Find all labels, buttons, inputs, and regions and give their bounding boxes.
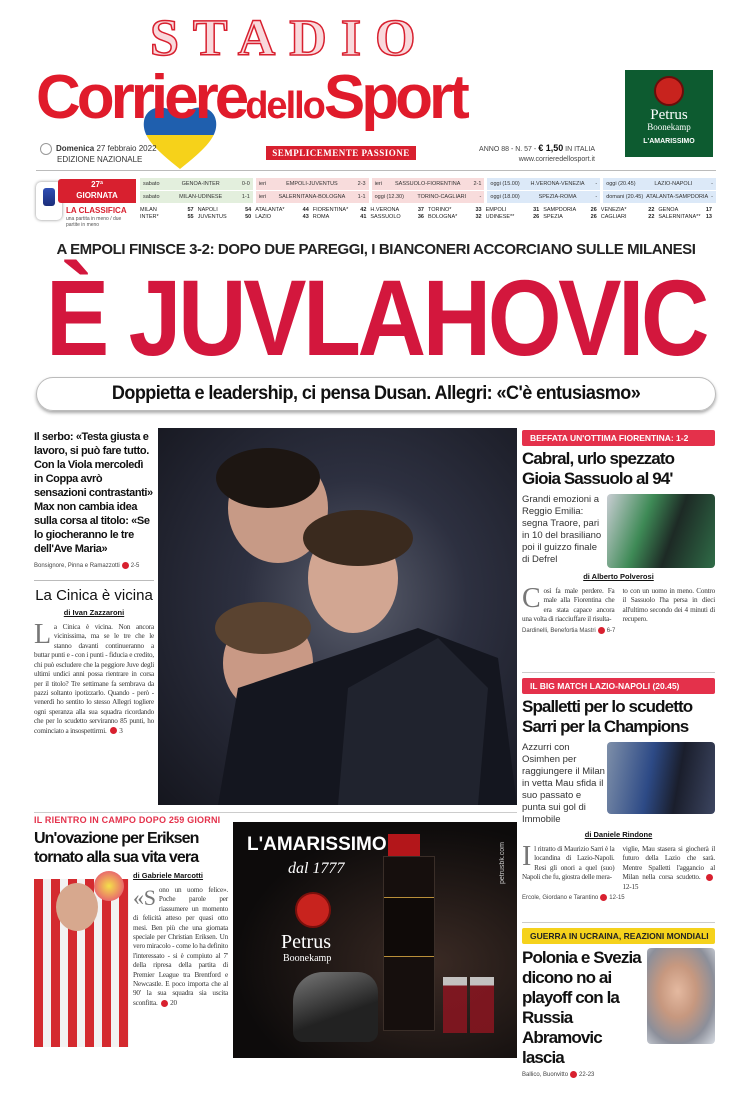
team-points: 22: [648, 207, 655, 213]
ukraine-story[interactable]: [522, 928, 715, 1079]
team-points: 32: [475, 214, 482, 220]
standing-row: [543, 207, 601, 214]
eriksen-headline: Un'ovazione per Eriksen tornato alla sua vita vera: [34, 830, 199, 866]
match-score: 2-3: [357, 181, 366, 187]
standings-grid: [140, 207, 716, 221]
sassuolo-byline: di Alberto Polverosi: [583, 572, 654, 581]
page-ref: 2-5: [130, 563, 140, 570]
main-kicker: A EMPOLI FINISCE 3-2: DOPO DUE PAREGGI, I BIANCONERI ACCORCIANO SULLE MILANESI: [56, 241, 696, 258]
match-teams: SALERNITANA-BOLOGNA: [278, 194, 346, 200]
page-ref-icon: [122, 562, 129, 569]
standing-row: [543, 214, 601, 221]
day: Domenica: [56, 144, 95, 154]
credits-text: Ballico, Buonvitto: [522, 1072, 569, 1079]
main-lead: Il serbo: «Testa giusta e lavoro, si può fare tutto. Con la Viola mercoledì in Coppa avrò sensazioni contrastanti» Max non cambia idea sulla corsa al titolo: «Se lo giocheranno le tre dell'Ave Maria»: [34, 431, 153, 555]
match-day: sabato: [143, 181, 160, 187]
team-name: SALERNITANA**: [658, 214, 701, 220]
match-score: -: [595, 181, 598, 187]
team-name: NAPOLI: [197, 207, 218, 213]
match-score: 2-1: [473, 181, 482, 187]
dropcap: I: [522, 841, 532, 872]
divider: [522, 922, 715, 923]
main-subhead: [36, 377, 716, 411]
match-score: 1-1: [241, 194, 250, 200]
left-column: [34, 430, 154, 736]
glass-image: [470, 977, 494, 1033]
editorial-title: La Cinica è vicina: [34, 580, 154, 604]
standing-row: [658, 207, 716, 214]
match-day: ieri: [374, 181, 382, 187]
team-points: 55: [187, 214, 194, 220]
team-name: LAZIO: [255, 214, 272, 220]
team-name: FIORENTINA*: [312, 207, 349, 213]
petrus-advertisement[interactable]: [233, 822, 517, 1058]
team-name: ROMA: [312, 214, 330, 220]
lazio-body-1: l ritratto di Maurizio Sarri è la locandina di Lazio-Napoli. Resi gli onori a quel (suo) Napoli che fu, giostra delle mera-: [522, 845, 615, 882]
page-ref-icon: [706, 874, 713, 881]
standing-row: [370, 214, 428, 221]
match-day: ieri: [258, 194, 267, 200]
standing-row: [255, 214, 313, 221]
standing-row: [313, 214, 371, 221]
page-ref: 3: [119, 726, 123, 735]
match-result: [487, 191, 600, 203]
ukraine-credits: [522, 1071, 715, 1079]
match-score: -: [711, 181, 713, 187]
bottle-image: [383, 856, 435, 1031]
ukraine-label: GUERRA IN UCRAINA, REAZIONI MONDIALI: [522, 928, 715, 944]
sassuolo-headline: Cabral, urlo spezzato Gioia Sassuolo al 94': [522, 449, 675, 488]
players-silhouette: [158, 428, 517, 805]
ad-website: petrusbk.com: [499, 842, 506, 885]
issue-number: ANNO 88 - N. 57 -: [479, 146, 537, 153]
match-teams: TORINO-CAGLIARI: [417, 194, 467, 200]
team-points: 26: [590, 207, 597, 213]
lazio-credits: [522, 894, 715, 902]
team-name: VENEZIA*: [600, 207, 627, 213]
standing-row: [255, 207, 313, 214]
ball-icon: [94, 871, 124, 901]
standing-row: [198, 214, 256, 221]
lazio-napoli-deck: Azzurri con Osimhen per raggiungere il Milan in vetta Mau sfida il suo passato e punta sui gol di Immobile: [522, 742, 605, 825]
petrus-seal-icon: [654, 76, 684, 106]
dropcap: L: [34, 619, 51, 651]
match-score: -: [595, 194, 598, 200]
page-ref: 6-7: [606, 627, 616, 634]
standings-legend: una partita in meno / due partite in meno: [66, 216, 122, 228]
abramovic-photo: [647, 948, 715, 1044]
standing-row: [140, 214, 198, 221]
results-grid: [140, 178, 716, 203]
round-label: GIORNATA: [76, 191, 118, 200]
page-ref-icon: [598, 627, 605, 634]
logo-word-corriere: Corriere: [36, 63, 246, 132]
team-points: 22: [648, 214, 655, 220]
logo-word-dello: dello: [245, 85, 324, 127]
editorial-byline: di Ivan Zazzaroni: [63, 608, 125, 618]
match-day: oggi (15.00): [490, 181, 520, 187]
ad-since: dal 1777: [288, 860, 345, 877]
team-points: 57: [187, 207, 194, 213]
standing-row: [486, 214, 544, 221]
team-name: SAMPDORIA: [543, 207, 577, 213]
divider: [34, 812, 517, 813]
ukraine-headline: Polonia e Svezia dicono no ai playoff con la Russia Abramovic lascia: [522, 948, 641, 1067]
eriksen-text: ono un uomo felice». Poche parole per riassumere un momento di felicità atteso per quasi otto mesi. Ben più che una giornata speciale per Christian Eriksen. Un vero miracolo - come lo ha definito l'interessato - si è compiuto al 7' della ripresa della partita di Premier League tra Brentford e Newcastle. E poco importa che al 90' la sua squadra sia uscita sconfitta.: [133, 886, 228, 1007]
page-ref-icon: [600, 894, 607, 901]
price-note: IN ITALIA: [565, 146, 595, 153]
team-name: SASSUOLO: [370, 214, 401, 220]
ad-brand-sub: Boonekamp: [647, 122, 691, 132]
bottle-label: [384, 897, 434, 957]
match-day: oggi (20.45): [606, 181, 636, 187]
match-result: [140, 178, 253, 190]
match-day: oggi (18.00): [490, 194, 520, 200]
match-result: [603, 191, 716, 203]
match-day: domani (20.45): [606, 194, 644, 200]
standing-row: [658, 214, 716, 221]
armor-glove-image: [293, 972, 378, 1042]
team-name: INTER*: [140, 214, 159, 220]
ad-brand: Petrus: [281, 931, 331, 953]
team-points: 54: [245, 207, 252, 213]
edition: EDIZIONE NAZIONALE: [57, 155, 143, 164]
match-result: [256, 191, 369, 203]
team-points: 44: [302, 207, 309, 213]
stadio-overlay-logo: STADIO: [150, 10, 430, 67]
divider: [36, 170, 716, 171]
serie-a-strip: [36, 176, 716, 230]
credits-text: Dardinelli, Benefortia Mastri: [522, 627, 596, 634]
page-ref-icon: [570, 1071, 577, 1078]
team-points: 31: [533, 207, 540, 213]
issue-date: [40, 143, 157, 165]
team-name: MILAN: [140, 207, 157, 213]
standing-row: [198, 207, 256, 214]
team-points: 17: [705, 207, 712, 213]
price-info: [455, 143, 595, 165]
team-name: UDINESE**: [485, 214, 515, 220]
motto-banner: SEMPLICEMENTE PASSIONE: [266, 146, 416, 160]
team-points: 37: [417, 207, 424, 213]
ad-seal-icon: [295, 892, 331, 928]
dropcap: C: [522, 583, 541, 614]
credits-text: Bonsignore, Pinna e Ramazzotti: [34, 563, 120, 570]
sassuolo-label: BEFFATA UN'OTTIMA FIORENTINA: 1-2: [522, 430, 715, 446]
ad-headline: L'AMARISSIMO: [247, 834, 387, 855]
standing-row: [601, 207, 659, 214]
lazio-napoli-label: IL BIG MATCH LAZIO-NAPOLI (20.45): [522, 678, 715, 694]
team-name: TORINO*: [427, 207, 452, 213]
main-photo-juventus-celebration: [158, 428, 517, 805]
sassuolo-deck: Grandi emozioni a Reggio Emilia: segna Traore, pari in 10 del brasiliano poi il guizzo finale di Defrel: [522, 494, 602, 565]
match-teams: EMPOLI-JUVENTUS: [286, 181, 338, 187]
standings-label: LA CLASSIFICA: [66, 206, 127, 215]
page-ref-icon: [161, 1000, 168, 1007]
sarri-spalletti-photo: [607, 742, 715, 814]
logo-word-sport: Sport: [323, 63, 466, 132]
website[interactable]: www.corrieredellosport.it: [518, 156, 595, 163]
page-ref-icon: [110, 727, 117, 734]
sassuolo-story[interactable]: [522, 430, 715, 635]
match-teams: SPEZIA-ROMA: [538, 194, 577, 200]
match-score: -: [479, 194, 482, 200]
glass-image: [443, 977, 467, 1033]
divider: [522, 672, 715, 673]
lazio-napoli-byline: di Daniele Rindone: [584, 830, 653, 839]
match-teams: MILAN-UDINESE: [179, 194, 223, 200]
match-teams: LAZIO-NAPOLI: [654, 181, 693, 187]
sassuolo-body-1: osì fa male perdere. Fa male alla Fiorentina che era stata capace ancora una volta di riacciuffare il risulta-: [522, 587, 615, 624]
team-name: SPEZIA: [543, 214, 563, 220]
team-name: EMPOLI: [485, 207, 507, 213]
team-points: 13: [705, 214, 712, 220]
main-credits: [34, 562, 154, 570]
sassuolo-credits: [522, 627, 715, 635]
match-score: 1-1: [357, 194, 366, 200]
ad-tagline: L'AMARISSIMO: [643, 138, 695, 145]
standing-row: [140, 207, 198, 214]
page-ref: 12-15: [609, 895, 625, 902]
team-points: 26: [590, 214, 597, 220]
match-teams: ATALANTA-SAMPDORIA: [646, 194, 709, 200]
match-day: ieri: [258, 181, 267, 187]
standing-row: [486, 207, 544, 214]
round-number: 27ª: [91, 180, 103, 189]
dropcap: «S: [133, 885, 156, 910]
ad-brand-sub: Boonekamp: [283, 953, 332, 964]
lazio-body-2: viglie, Mau stasera si giocherà il futuro della Lazio che sarà. Mentre Spalletti l'aggancio al Milan nella corsa scudetto.: [622, 845, 715, 882]
team-points: 36: [417, 214, 424, 220]
match-day: oggi (12.30): [374, 194, 404, 200]
page-ref: 12-15: [622, 882, 639, 891]
match-teams: H.VERONA-VENEZIA: [530, 181, 585, 187]
date: 27 febbraio 2022: [96, 144, 157, 154]
match-result: [372, 178, 485, 190]
editorial-text: a Cinica è vicina. Non ancora vicinissima, ma se le tre che le stanno davanti continueranno a buttar punti e - con i punti - fiducia e credito, chi può escludere che la peggiore Juve degli ultimi undici anni possa rientrare in corsa per il titolo? Tre settimane fa sembrava da pazzi soltanto ipotizzarlo. Quando - però - venerdì ho sentito lo stesso Allegri togliere ogni speranza alla sua squadra ricordando che per lo scudetto serviranno 85 punti, ho cominciato a insospettirmi.: [34, 623, 154, 735]
page-ref: 22-23: [579, 1072, 595, 1079]
standing-row: [313, 207, 371, 214]
match-teams: GENOA-INTER: [181, 181, 220, 187]
team-points: 43: [302, 214, 309, 220]
eriksen-photo: [34, 879, 129, 1047]
sassuolo-photo: [607, 494, 715, 568]
match-result: [372, 191, 485, 203]
eriksen-face: [56, 883, 98, 931]
team-points: 50: [245, 214, 252, 220]
round-badge: [58, 179, 136, 203]
lazio-napoli-story[interactable]: [522, 678, 715, 902]
eriksen-body: [133, 886, 228, 1008]
standing-row: [601, 214, 659, 221]
price: € 1,50: [538, 143, 564, 153]
team-points: 42: [360, 207, 367, 213]
team-name: GENOA: [658, 207, 679, 213]
team-name: BOLOGNA*: [427, 214, 458, 220]
match-teams: SASSUOLO-FIORENTINA: [394, 181, 461, 187]
main-subhead-text: Doppietta e leadership, ci pensa Dusan. Allegri: «C'è entusiasmo»: [111, 383, 641, 404]
editorial-body: [34, 619, 154, 736]
standing-row: [428, 214, 486, 221]
match-result: [487, 178, 600, 190]
edition-circle-icon: [40, 143, 52, 155]
sassuolo-body-2: to con un uomo in meno. Contro il Sassuolo l'ha persa in dieci all'ultimo secondo dei 4 minuti di recupero.: [622, 587, 715, 624]
bottle-cap: [388, 834, 420, 858]
main-headline: È JUVLAHOVIC: [45, 257, 707, 378]
eriksen-story[interactable]: [34, 815, 228, 1047]
match-score: -: [711, 194, 713, 200]
match-result: [256, 178, 369, 190]
standing-row: [428, 207, 486, 214]
eriksen-byline: di Gabriele Marcotti: [133, 871, 204, 880]
standing-row: [370, 207, 428, 214]
team-points: 33: [475, 207, 482, 213]
match-result: [140, 191, 253, 203]
page-ref: 20: [170, 998, 177, 1007]
team-name: JUVENTUS: [197, 214, 227, 220]
team-name: ATALANTA*: [255, 207, 285, 213]
lazio-napoli-headline: Spalletti per lo scudetto Sarri per la Champions: [522, 697, 693, 736]
team-points: 41: [360, 214, 367, 220]
match-day: sabato: [143, 194, 160, 200]
match-score: 0-0: [241, 181, 250, 187]
credits-text: Ercole, Giordano e Tarantino: [522, 895, 599, 902]
masthead-logo: [36, 63, 466, 138]
team-name: CAGLIARI: [600, 214, 627, 220]
team-points: 26: [533, 214, 540, 220]
ad-brand: Petrus: [650, 107, 688, 123]
team-name: H.VERONA: [370, 207, 400, 213]
top-ad-petrus[interactable]: [625, 70, 713, 157]
eriksen-label: IL RIENTRO IN CAMPO DOPO 259 GIORNI: [34, 815, 221, 825]
match-result: [603, 178, 716, 190]
